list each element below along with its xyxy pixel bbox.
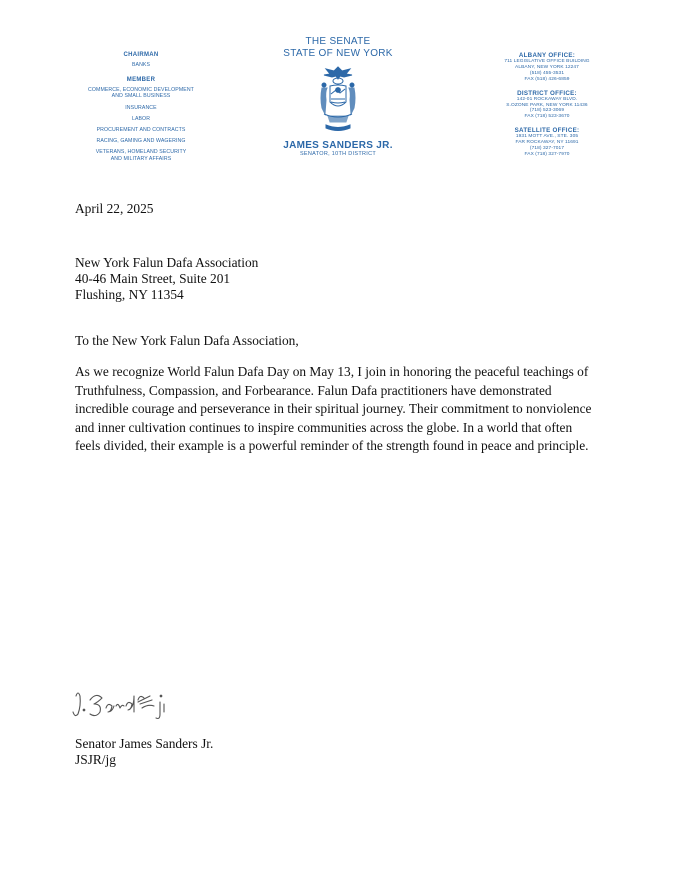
- ny-state-seal-icon: [310, 64, 366, 134]
- member-item: RACING, GAMING AND WAGERING: [96, 138, 186, 145]
- member-item: VETERANS, HOMELAND SECURITY: [95, 149, 187, 156]
- letterhead-center: [268, 36, 408, 157]
- district-office-heading: DISTRICT OFFICE:: [517, 89, 577, 97]
- albany-office-heading: ALBANY OFFICE:: [518, 52, 576, 59]
- member-item: COMMERCE, ECONOMIC DEVELOPMENT: [88, 87, 194, 94]
- member-heading: MEMBER: [126, 77, 156, 84]
- body-line: As we recognize World Falun Dafa Day on May 13, I join in honoring the peaceful teachings of: [75, 364, 589, 379]
- albany-line: FAX (518) 426-6859: [524, 76, 570, 82]
- albany-line: ALBANY, NEW YORK 12247: [515, 64, 579, 70]
- district-line: (718) 523-3069: [529, 108, 565, 114]
- signer-name: Senator James Sanders Jr.: [75, 736, 214, 751]
- member-item: INSURANCE: [125, 104, 157, 111]
- senator-name: JAMES SANDERS JR.: [283, 140, 393, 151]
- office-addresses: [482, 52, 612, 158]
- handwritten-signature: [68, 682, 193, 724]
- satellite-line: FAR ROCKAWAY, NY 11691: [515, 140, 579, 146]
- district-line: FAX (718) 523-3670: [524, 114, 570, 120]
- recipient-line: 40-46 Main Street, Suite 201: [75, 271, 231, 287]
- member-item: PROCUREMENT AND CONTRACTS: [96, 127, 186, 134]
- member-item: LABOR: [131, 115, 151, 122]
- satellite-line: (718) 327-7017: [529, 146, 565, 152]
- recipient-line: New York Falun Dafa Association: [75, 255, 259, 270]
- body-line: Truthfulness, Compassion, and Forbearance. Falun Dafa practitioners have demonstrated: [75, 382, 552, 398]
- senator-district: SENATOR, 10TH DISTRICT: [299, 151, 377, 157]
- body-line: incredible courage and perseverance in their spiritual journey. Their commitment to nonviolence: [75, 401, 592, 416]
- satellite-line: 1931 MOTT AVE., STE. 305: [515, 134, 579, 140]
- district-line: 142-01 ROCKAWAY BLVD.: [516, 96, 578, 102]
- body-paragraph: [75, 363, 635, 456]
- body-line: feels divided, their example is a powerful reminder of the strength found in peace and principle.: [75, 438, 589, 453]
- recipient-line: Flushing, NY 11354: [75, 287, 184, 303]
- chairman-item: BANKS: [131, 62, 151, 68]
- district-line: S.OZONE PARK, NEW YORK 11436: [506, 102, 588, 108]
- letter-date: April 22, 2025: [75, 201, 154, 216]
- salutation: To the New York Falun Dafa Association,: [75, 333, 299, 348]
- albany-line: 711 LEGISLATIVE OFFICE BUILDING: [504, 59, 590, 64]
- albany-line: (518) 455-3531: [529, 70, 565, 76]
- satellite-line: FAX (718) 327-7970: [524, 151, 570, 157]
- body-line: and inner cultivation continues to inspire communities across the globe. In a world that often: [75, 419, 573, 435]
- recipient-address: [75, 255, 258, 304]
- state-title: STATE OF NEW YORK: [283, 48, 393, 59]
- signature-block: [75, 736, 213, 768]
- committee-list: [70, 52, 212, 162]
- senate-title: THE SENATE: [305, 36, 371, 47]
- member-item: AND SMALL BUSINESS: [111, 93, 171, 100]
- satellite-office-heading: SATELLITE OFFICE:: [514, 127, 580, 135]
- chairman-heading: CHAIRMAN: [123, 52, 159, 58]
- member-item: AND MILITARY AFFAIRS: [110, 155, 172, 162]
- reference-initials: JSJR/jg: [75, 752, 116, 768]
